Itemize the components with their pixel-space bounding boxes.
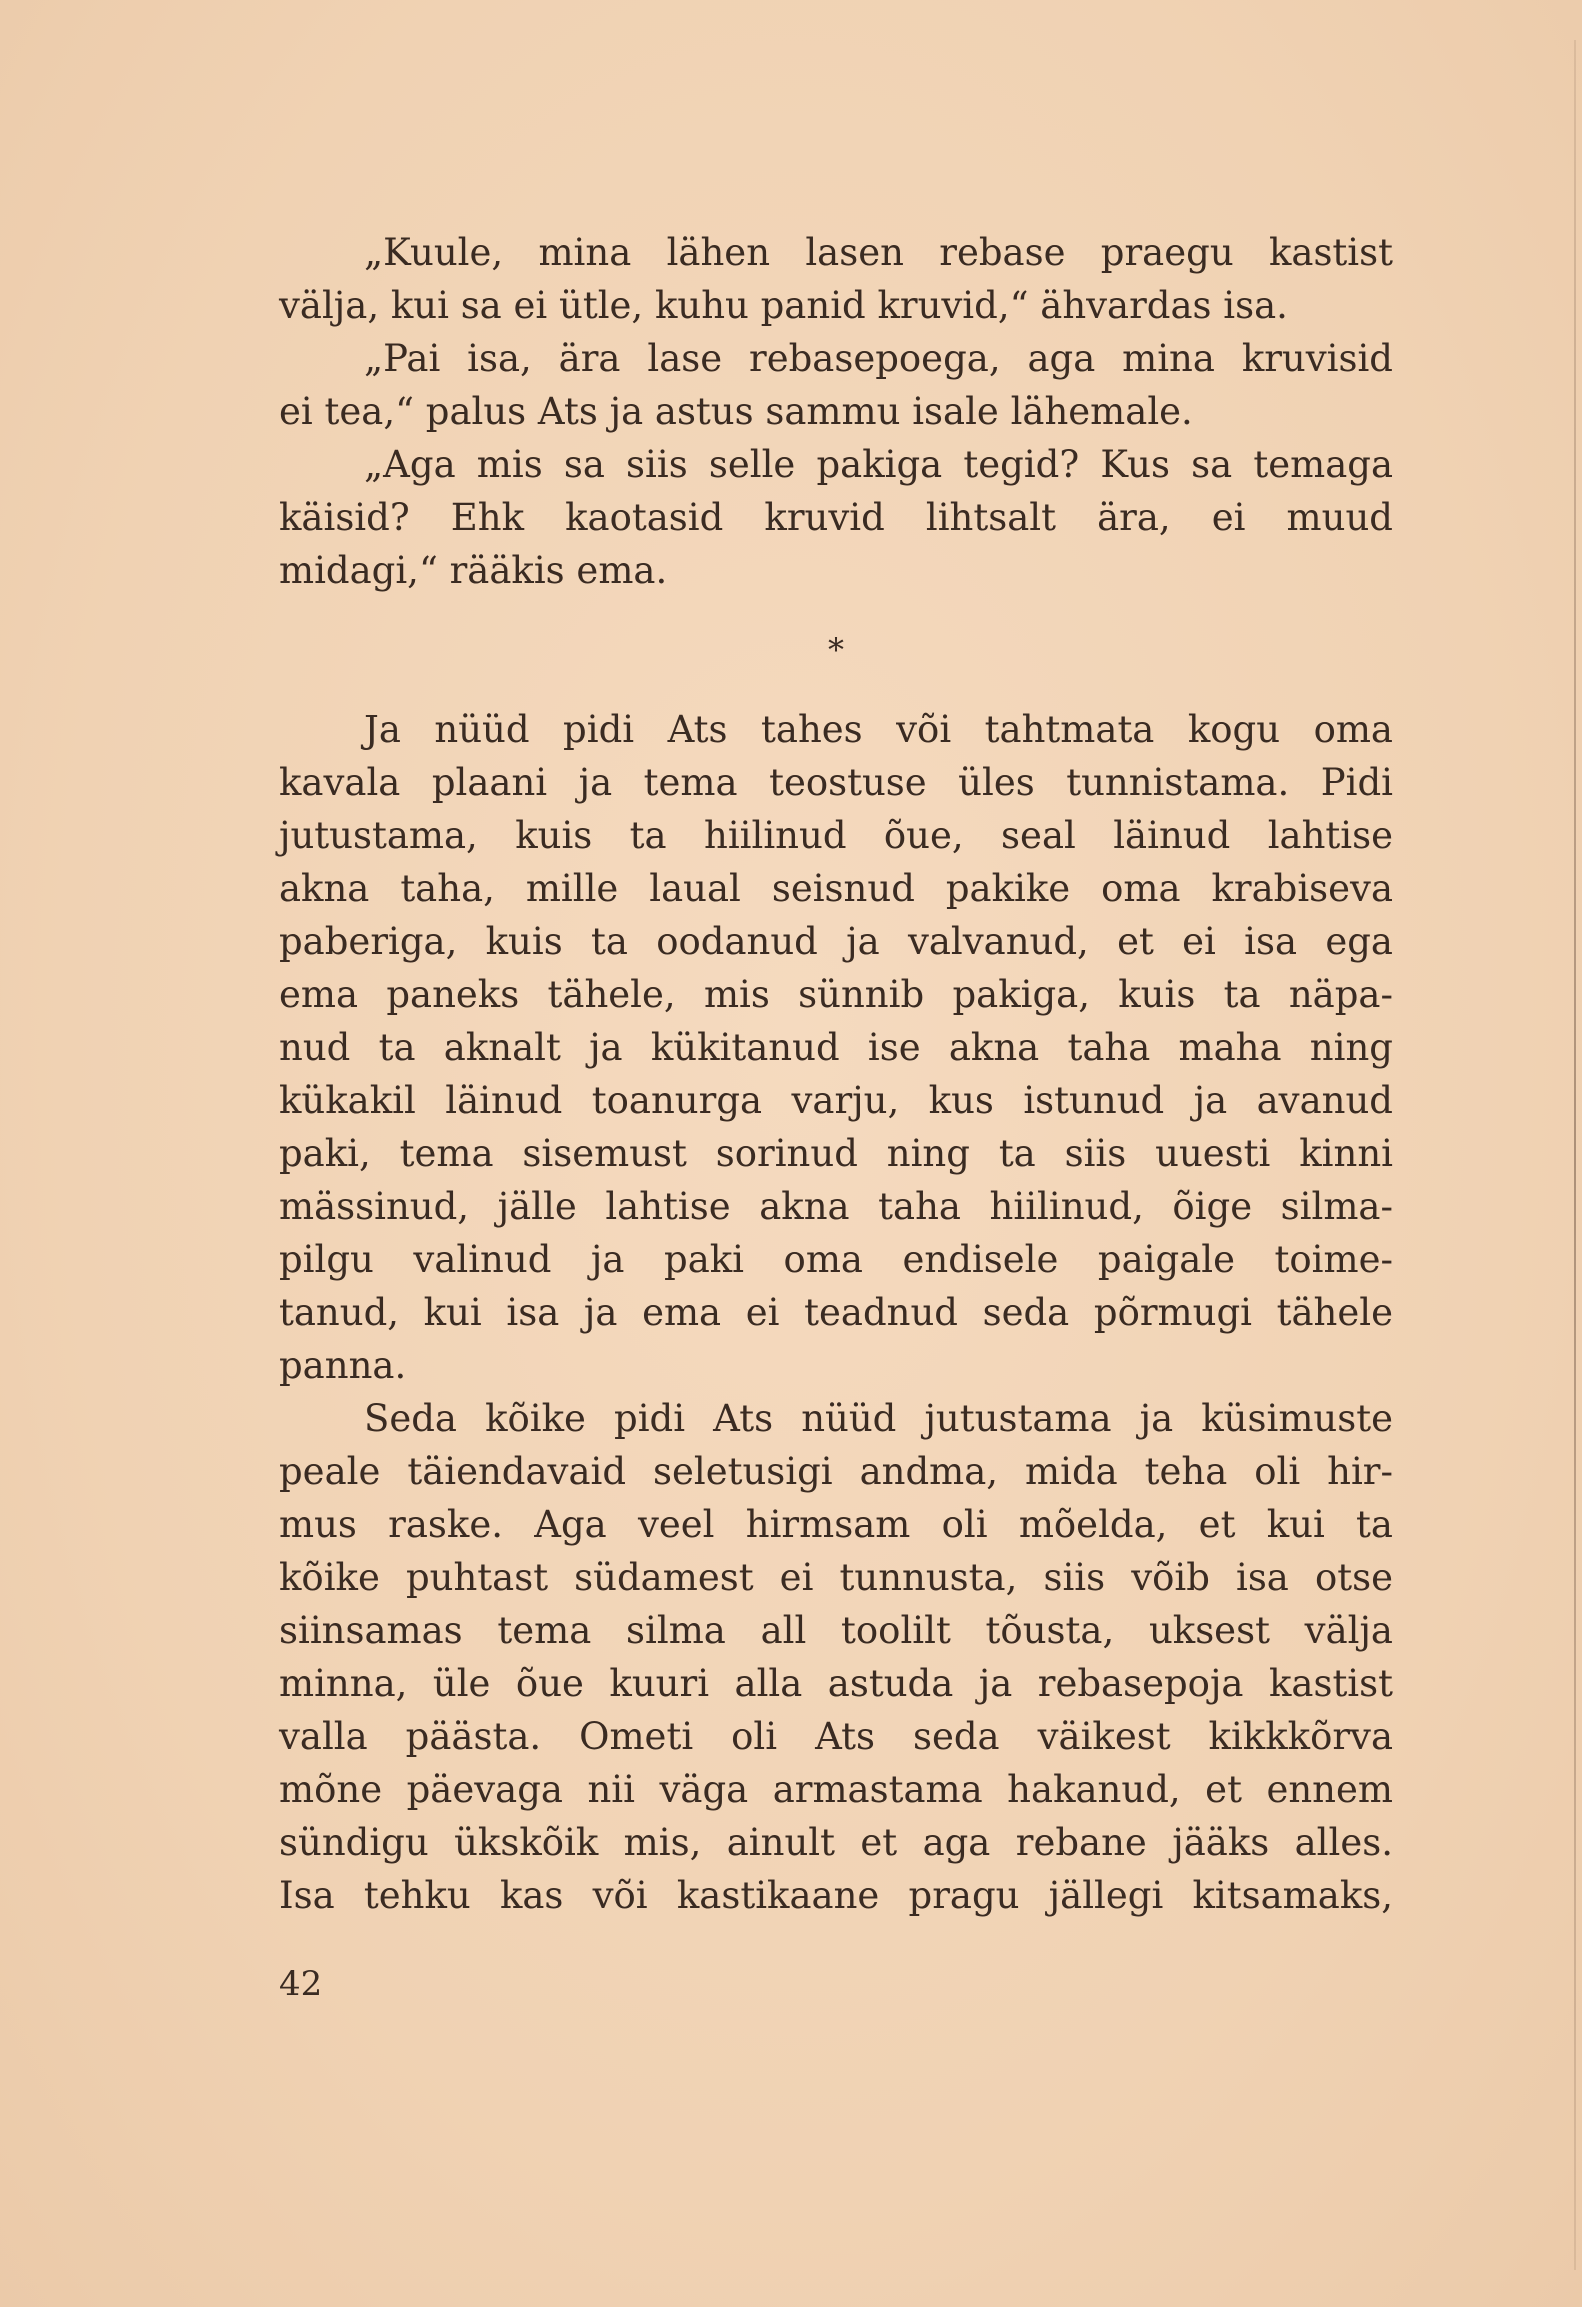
text-line: jutustama, kuis ta hiilinud õue, seal läinud lahtise <box>279 814 1393 857</box>
text-line: nud ta aknalt ja kükitanud ise akna taha maha ning <box>279 1026 1393 1069</box>
text-line: Isa tehku kas või kastikaane pragu jällegi kitsamaks, <box>279 1874 1393 1917</box>
text-line: „Aga mis sa siis selle pakiga tegid? Kus sa temaga <box>364 443 1393 486</box>
text-line: mässinud, jälle lahtise akna taha hiilinud, õige silma- <box>279 1185 1393 1228</box>
text-line: ei tea,“ palus Ats ja astus sammu isale lähemale. <box>279 390 1193 433</box>
text-line: valla päästa. Ometi oli Ats seda väikest kikkkõrva <box>279 1715 1393 1758</box>
text-line: ema paneks tähele, mis sünnib pakiga, kuis ta näpa- <box>279 973 1393 1016</box>
text-line: kavala plaani ja tema teostuse üles tunnistama. Pidi <box>279 761 1393 804</box>
text-line: akna taha, mille laual seisnud pakike oma krabiseva <box>279 867 1393 910</box>
text-line: käisid? Ehk kaotasid kruvid lihtsalt ära, ei muud <box>279 496 1393 539</box>
text-line: „Pai isa, ära lase rebasepoega, aga mina kruvisid <box>364 337 1393 380</box>
text-line: kõike puhtast südamest ei tunnusta, siis võib isa otse <box>279 1556 1393 1599</box>
text-line: pilgu valinud ja paki oma endisele paigale toime- <box>279 1238 1393 1281</box>
text-line: panna. <box>279 1344 407 1387</box>
text-line: peale täiendavaid seletusigi andma, mida teha oli hir- <box>279 1450 1393 1493</box>
text-line: paberiga, kuis ta oodanud ja valvanud, et ei isa ega <box>279 920 1393 963</box>
text-line: mus raske. Aga veel hirmsam oli mõelda, et kui ta <box>279 1503 1393 1546</box>
section-separator: * <box>828 631 844 669</box>
text-line: kükakil läinud toanurga varju, kus istunud ja avanud <box>279 1079 1393 1122</box>
body-text <box>279 226 1393 1922</box>
text-line: minna, üle õue kuuri alla astuda ja rebasepoja kastist <box>279 1662 1393 1705</box>
text-line: tanud, kui isa ja ema ei teadnud seda põrmugi tähele <box>279 1291 1393 1334</box>
page-edge-shadow <box>1574 40 1576 2270</box>
text-line: Ja nüüd pidi Ats tahes või tahtmata kogu oma <box>364 708 1393 751</box>
text-line: paki, tema sisemust sorinud ning ta siis uuesti kinni <box>279 1132 1393 1175</box>
text-line: Seda kõike pidi Ats nüüd jutustama ja küsimuste <box>364 1397 1393 1440</box>
page-number: 42 <box>279 1964 323 2004</box>
text-line: sündigu ükskõik mis, ainult et aga rebane jääks alles. <box>279 1821 1393 1864</box>
text-line: midagi,“ rääkis ema. <box>279 549 668 592</box>
text-line: välja, kui sa ei ütle, kuhu panid kruvid,“ ähvardas isa. <box>279 284 1288 327</box>
text-line: siinsamas tema silma all toolilt tõusta, uksest välja <box>279 1609 1393 1652</box>
text-line: mõne päevaga nii väga armastama hakanud, et ennem <box>279 1768 1393 1811</box>
text-line: „Kuule, mina lähen lasen rebase praegu kastist <box>364 231 1393 274</box>
